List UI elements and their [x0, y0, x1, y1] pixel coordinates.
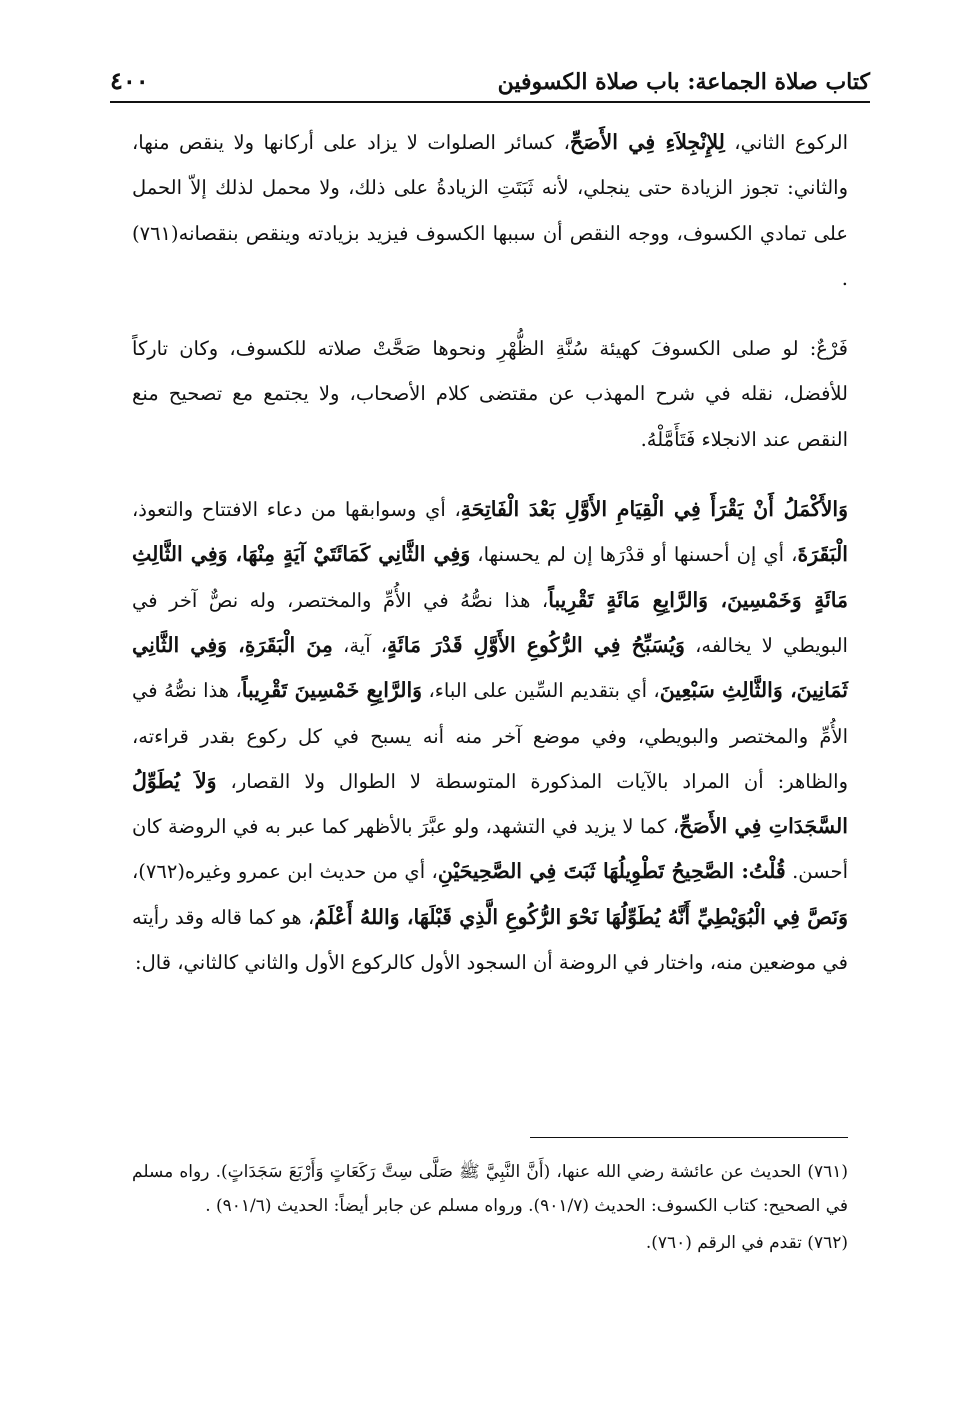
- matn-text: لِلإِنْجِلاَءِ فِي الأَصَحِّ: [569, 130, 725, 154]
- matn-text: وَنَصَّ فِي الْبُوَيْطِيِّ أَنَّهُ يُطَوِّلُهَا نَحْوَ الرُّكُوعِ الَّذِي قَبْلَهَا، وَاللهُ أَعْلَمُ: [314, 904, 849, 929]
- commentary-text: ، هو كما قاله وقد رأيته في موضعين منه، واختار في الروضة أن السجود الأول كالركوع الأول والثاني كالثاني، قال:: [132, 905, 848, 975]
- matn-text: الْبَقَرَةَ: [797, 542, 849, 567]
- matn-text: وَفِي الثَّانِي كَمَائَتَيْ آيَةٍ مِنْهَا، وَفِي الثَّالِثِ مَائَةٍ وَخَمْسِينَ، وَالرَّابِعِ مَائَةٍ تَقْرِيباً: [132, 542, 848, 612]
- footnote: (٧٦٢) تقدم في الرقم (٧٦٠).: [645, 1233, 848, 1253]
- commentary-text: ، هذا نصُّهُ في الأُمِّ والمختصر، وله نصٌّ آخر في البويطي لا يخالفه،: [132, 588, 848, 657]
- commentary-text: ، أي بتقديم السِّين على الباء،: [422, 679, 660, 703]
- matn-text: قُلْتُ: الصَّحِيحُ تَطْوِيلُهَا ثَبَتَ فِي الصَّحِيحَيْنِ: [437, 859, 786, 884]
- matn-text: وَالرَّابِعِ خَمْسِينَ تَقْرِيباً: [241, 678, 423, 703]
- footnote: (٧٦١) الحديث عن عائشة رضي الله عنها، (أَنَّ النَّبِيَّ ﷺ صَلَّى سِتَّ رَكَعَاتٍ وَأَرْبَعَ سَجَدَاتٍ). رواه مسلم في الصحيح: كتاب الكسوف: الحديث (٩٠١/٧). ورواه مسلم عن جابر أيضاً: الحديث (٩٠١/٦) .: [132, 1162, 848, 1216]
- running-title: كتاب صلاة الجماعة: باب صلاة الكسوفين: [497, 69, 870, 95]
- commentary-text: ، أي إن أحسنها أو قدْرَها إن لم يحسنها،: [470, 543, 798, 567]
- matn-text: مِنَ الْبَقَرَةِ، وَفِي الثَّانِي ثَمَانِينَ، وَالثَّالِثِ سَبْعِينَ: [132, 632, 848, 703]
- commentary-text: ، كما لا يزيد في التشهد، ولو عبَّرَ بالأظهر كما عبر به في الروضة كان أحسن.: [132, 815, 849, 884]
- commentary-text: ، هذا نصُّهُ في الأُمِّ والمختصر والبويطي، وفي موضع آخر منه أنه يسبح في كل ركوع بقدر قراءته، والظاهر: أن المراد بالآيات المذكورة المتوسطة لا الطوال ولا القصار،: [132, 679, 848, 793]
- commentary-text: فَرْعٌ: لو صلى الكسوفَ كهيئة سُنَّةِ الظُّهْرِ ونحوها صَحَّتْ صلاته للكسوف، وكان تاركاً للأفضل، نقله في شرح المهذب عن مقتضى كلام الأصحاب، ولا يجتمع مع تصحيح منع النقص عند الانجلاء فَتَأَمَّلْهُ.: [132, 337, 848, 451]
- main-text: [132, 120, 848, 1010]
- paragraph: [132, 326, 848, 462]
- page-number: ٤٠٠: [110, 66, 149, 95]
- matn-text: وَيُسَبِّحُ فِي الرُّكُوعِ الأَوَّلِ قَدْرَ مَائَةٍ: [387, 632, 685, 657]
- commentary-text: الركوع الثاني،: [724, 131, 848, 154]
- matn-text: وَالأَكْمَلُ أَنْ يَقْرَأَ فِي الْقِيَامِ الأَوَّلِ بَعْدَ الْفَاتِحَةِ: [460, 497, 848, 522]
- commentary-text: ، أي وسوابقها من دعاء الافتتاح والتعوذ،: [132, 498, 461, 522]
- page-header: [110, 55, 870, 103]
- footnote-divider: [530, 1137, 848, 1138]
- commentary-text: ، أي من حديث ابن عمرو وغيره(٧٦٢)،: [132, 860, 438, 884]
- paragraph: [132, 120, 848, 301]
- matn-text: وَلاَ يُطَوِّلُ السَّجَدَاتِ فِي الأَصَحِّ: [132, 768, 848, 839]
- paragraph: [132, 487, 848, 985]
- footnotes: [132, 1155, 848, 1263]
- commentary-text: ، آية،: [332, 633, 388, 657]
- commentary-text: ، كسائر الصلوات لا يزاد على أركانها ولا ينقص منها، والثاني: تجوز الزيادة حتى ينجلي، لأنه ثَبَتَتِ الزيادةُ على ذلك، ولا محمل لذلك إلاّ الحمل على تمادي الكسوف، ووجه النقص أن سببها الكسوف فيزيد بزيادته وينقص بنقصانه(٧٦١) .: [132, 131, 848, 290]
